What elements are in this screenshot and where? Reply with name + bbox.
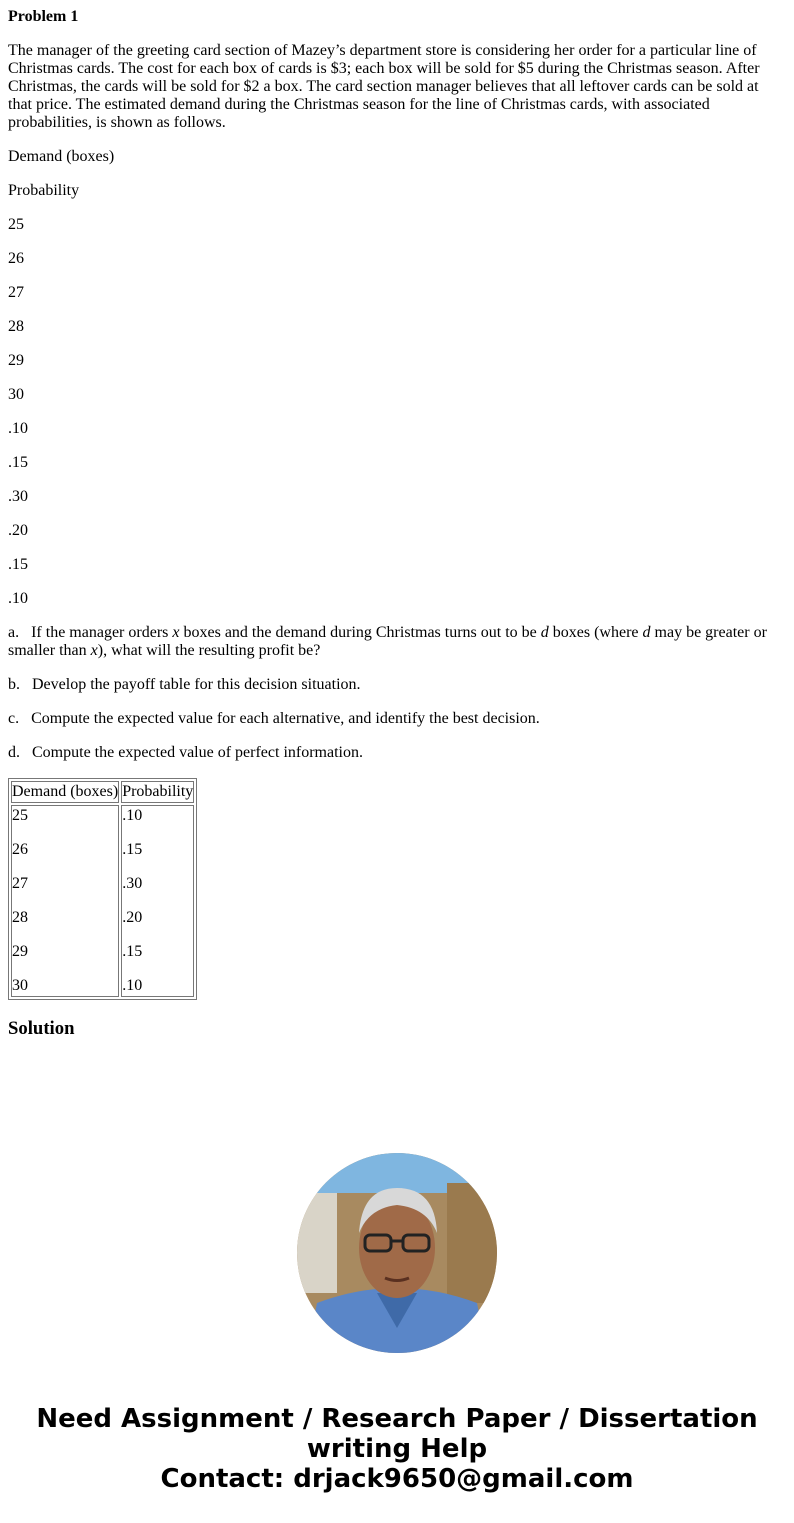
demand-value: 25 [12, 807, 28, 824]
probability-value: .15 [122, 943, 143, 960]
question-a [8, 624, 786, 660]
var-d: d [642, 624, 651, 641]
probability-value: .30 [8, 488, 28, 505]
demand-value: 26 [8, 250, 24, 267]
solution-heading: Solution [8, 1018, 75, 1039]
problem-title: Problem 1 [8, 8, 79, 25]
question-a-text: a. If the manager orders [8, 624, 173, 641]
var-d: d [540, 624, 549, 641]
var-x: x [90, 642, 98, 659]
table-header-demand: Demand (boxes) [11, 781, 119, 803]
probability-value: .30 [122, 875, 143, 892]
probability-value: .10 [122, 977, 143, 994]
contact-footer [0, 1404, 794, 1494]
table-header-probability: Probability [121, 781, 194, 803]
question-d: d. Compute the expected value of perfect information. [8, 744, 363, 761]
table-header-row [11, 781, 194, 803]
question-a-text: boxes and the demand during Christmas turns out to be [179, 624, 541, 641]
footer-contact: Contact: drjack9650@gmail.com [160, 1464, 634, 1494]
demand-value: 29 [8, 352, 24, 369]
question-b: b. Develop the payoff table for this decision situation. [8, 676, 361, 693]
question-a-text: may be greater or smaller than [8, 624, 767, 659]
table-row [11, 805, 194, 997]
demand-value: 30 [12, 977, 28, 994]
problem-intro: The manager of the greeting card section of Mazey’s department store is considering her order for a particular line of Christmas cards. The cost for each box of cards is $3; each box will be sold for $5 during the Christmas season. After Christmas, the cards will be sold for $2 a box. The card section manager believes that all leftover cards can be sold at that price. The estimated demand during the Christmas season for the line of Christmas cards, with associated probabilities, is shown as follows. [8, 42, 760, 131]
probability-value: .20 [122, 909, 143, 926]
probability-value: .10 [122, 807, 143, 824]
probability-value: .20 [8, 522, 28, 539]
footer-line-1: Need Assignment / Research Paper / Dissertation [36, 1404, 758, 1434]
probability-value: .15 [8, 556, 28, 573]
probability-cell [121, 805, 194, 997]
demand-value: 27 [8, 284, 24, 301]
probability-label: Probability [8, 182, 80, 199]
demand-value: 26 [12, 841, 28, 858]
var-x: x [172, 624, 180, 641]
demand-value: 29 [12, 943, 28, 960]
demand-value: 28 [8, 318, 24, 335]
demand-value: 28 [12, 909, 28, 926]
demand-label: Demand (boxes) [8, 148, 115, 165]
demand-cell [11, 805, 119, 997]
demand-probability-table [8, 778, 197, 1000]
probability-value: .15 [122, 841, 143, 858]
demand-value: 27 [12, 875, 28, 892]
question-a-text: ), what will the resulting profit be? [97, 642, 321, 659]
probability-value: .15 [8, 454, 28, 471]
probability-value: .10 [8, 420, 28, 437]
author-photo [297, 1153, 497, 1353]
question-a-text: boxes (where [548, 624, 643, 641]
demand-value: 25 [8, 216, 24, 233]
probability-value: .10 [8, 590, 28, 607]
demand-value: 30 [8, 386, 24, 403]
footer-line-2: writing Help [306, 1434, 488, 1464]
question-c: c. Compute the expected value for each alternative, and identify the best decision. [8, 710, 540, 727]
